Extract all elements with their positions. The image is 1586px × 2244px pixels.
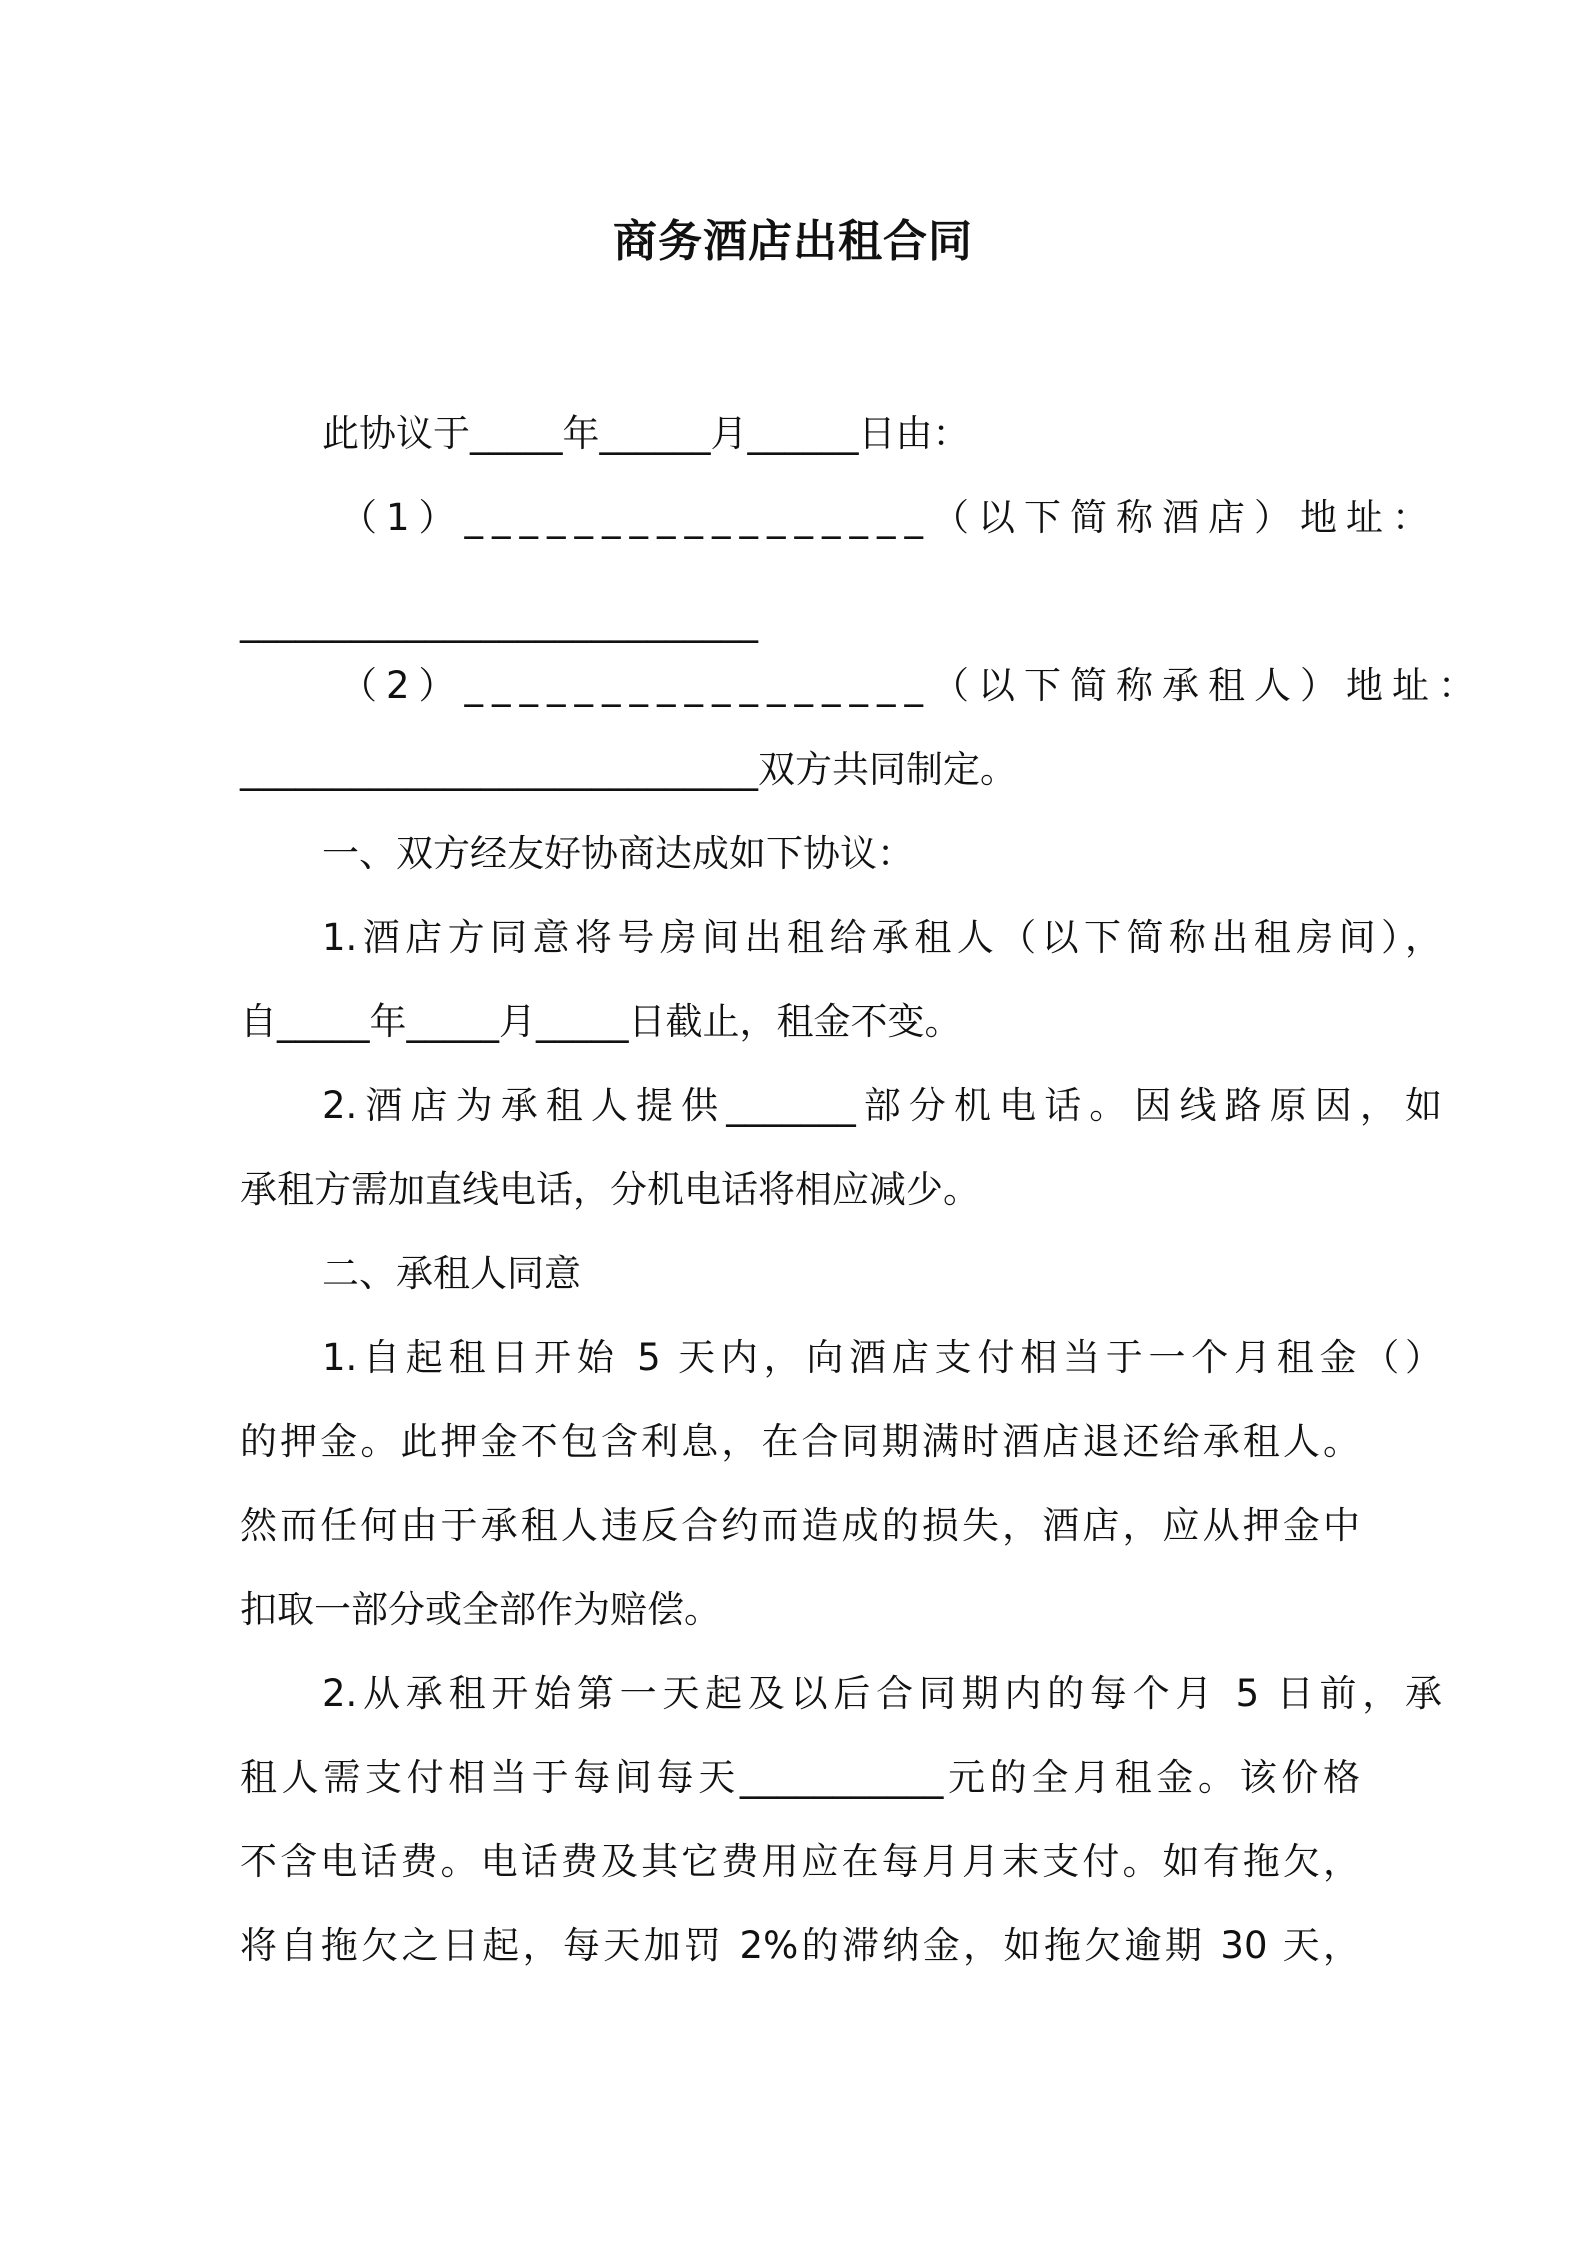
clause-1-2-line-2: 承租方需加直线电话，分机电话将相应减少。 [240, 1168, 980, 1211]
clause-2-2-line-1: 2.从承租开始第一天起及以后合同期内的每个月 5 日前，承 [322, 1672, 1442, 1715]
clause-1-1-line-1: 1.酒店方同意将号房间出租给承租人（以下简称出租房间）， [322, 916, 1442, 959]
party-2-address-line: ____________________________双方共同制定。 [240, 748, 1017, 791]
clause-1-2-line-1: 2.酒店为承租人提供_______部分机电话。因线路原因，如 [322, 1084, 1442, 1127]
party-2-line: （2）_________________（以下简称承租人）地址： [340, 664, 1485, 707]
clause-2-1-line-4: 扣取一部分或全部作为赔偿。 [240, 1588, 721, 1631]
clause-1-1-line-2: 自_____年_____月_____日截止，租金不变。 [240, 1000, 962, 1043]
clause-2-2-line-4: 将自拖欠之日起，每天加罚 2%的滞纳金，如拖欠逾期 30 天， [240, 1924, 1360, 1967]
clause-2-1-line-3: 然而任何由于承租人违反合约而造成的损失，酒店，应从押金中 [240, 1504, 1360, 1547]
document-title: 商务酒店出租合同 [613, 216, 973, 267]
section-1-heading: 一、双方经友好协商达成如下协议： [322, 832, 914, 875]
party-1-address-line: ____________________________ [240, 600, 758, 643]
clause-2-1-line-1: 1.自起租日开始 5 天内，向酒店支付相当于一个月租金（） [322, 1336, 1442, 1379]
agreement-date-line: 此协议于_____年______月______日由： [322, 412, 970, 455]
clause-2-2-line-3: 不含电话费。电话费及其它费用应在每月月末支付。如有拖欠， [240, 1840, 1360, 1883]
clause-2-2-line-2: 租人需支付相当于每间每天___________元的全月租金。该价格 [240, 1756, 1360, 1799]
party-1-line: （1）_________________（以下简称酒店）地址： [340, 496, 1439, 539]
section-2-heading: 二、承租人同意 [322, 1252, 581, 1295]
clause-2-1-line-2: 的押金。此押金不包含利息，在合同期满时酒店退还给承租人。 [240, 1420, 1360, 1463]
